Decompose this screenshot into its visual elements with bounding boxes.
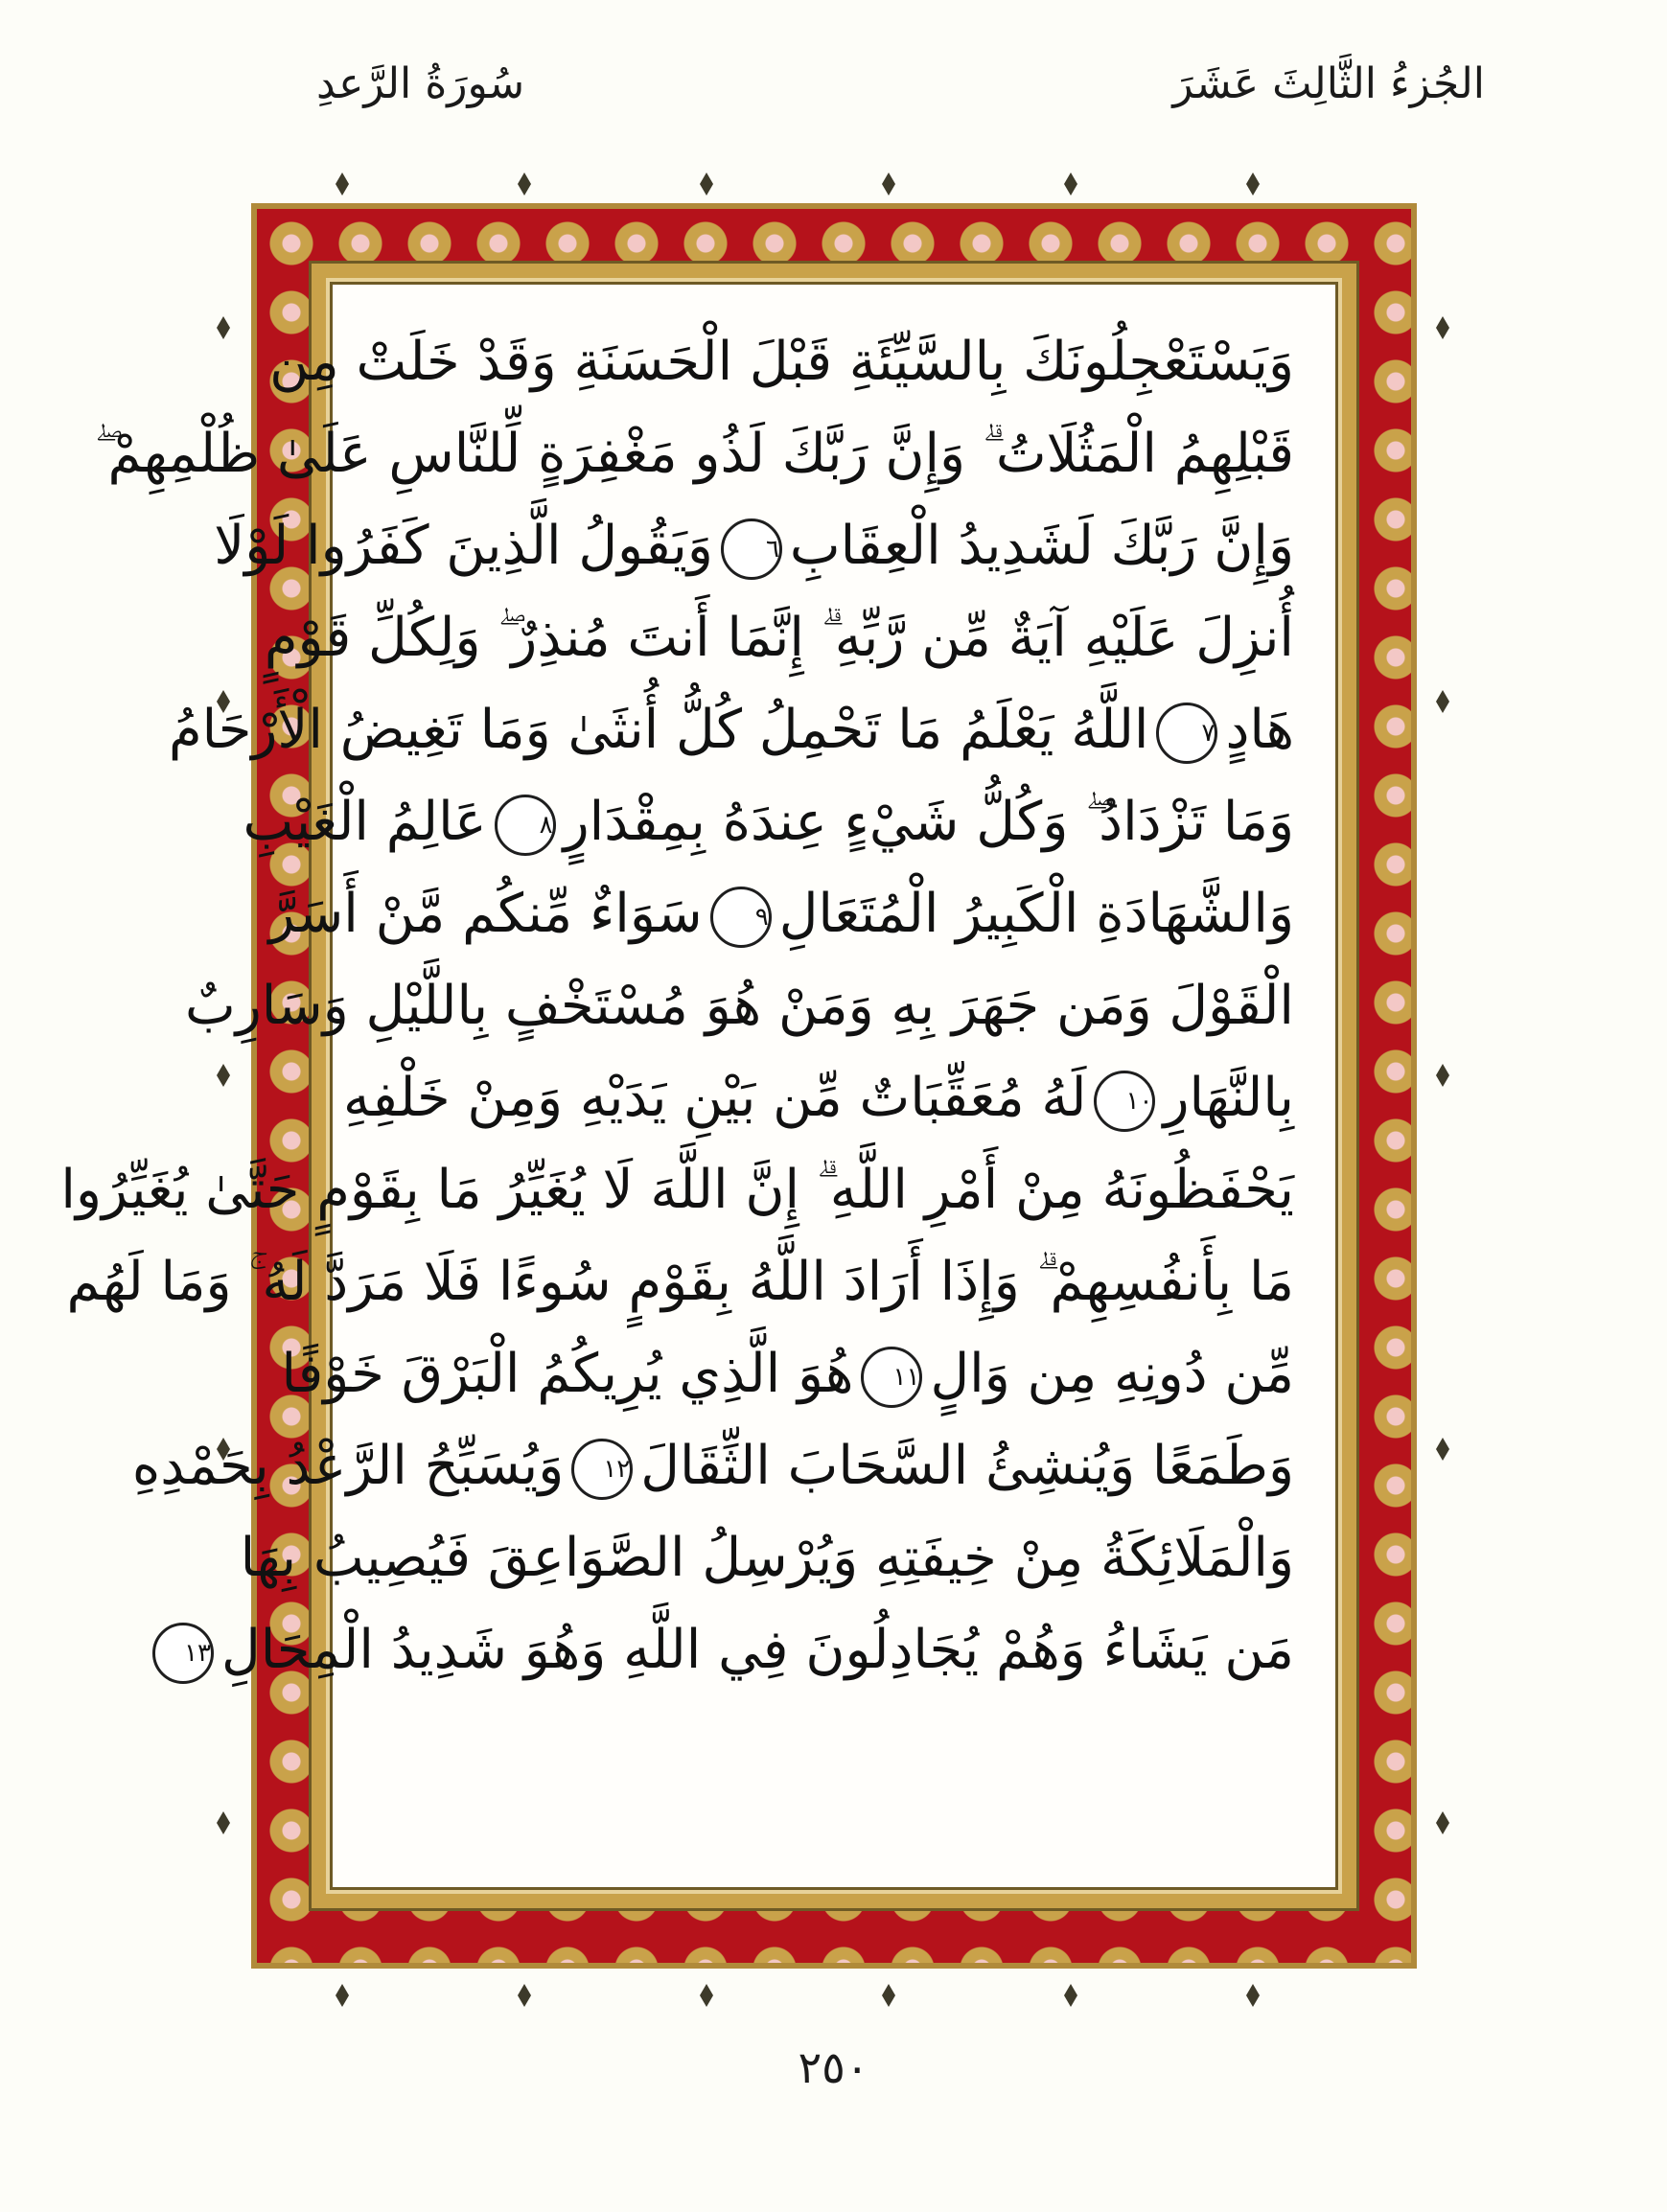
ornament-icon [1064, 173, 1077, 196]
quran-text [60, 316, 1294, 1696]
verse-text: هَادٍ [1225, 699, 1294, 761]
text-line [264, 592, 1294, 684]
ayah-number-marker: ٩ [710, 887, 772, 948]
ornament-icon [1436, 1811, 1449, 1834]
verse-text: هُوَ الَّذِي يُرِيكُمُ الْبَرْقَ خَوْفًا [281, 1343, 854, 1405]
ayah-number-marker: ١١ [861, 1347, 922, 1408]
juz-header: الجُزءُ الثَّالِثَ عَشَرَ [1172, 59, 1485, 108]
verse-text: لَهُ مُعَقِّبَاتٌ مِّن بَيْنِ يَدَيْهِ وَمِنْ خَلْفِهِ [343, 1067, 1087, 1129]
verse-text: أُنزِلَ عَلَيْهِ آيَةٌ مِّن رَّبِّهِ ۗ إِنَّمَا أَنتَ مُنذِرٌ ۖ وَلِكُلِّ قَوْمٍ [264, 607, 1294, 669]
ayah-number-marker: ١٠ [1094, 1071, 1155, 1132]
ayah-number-marker: ١٢ [571, 1439, 633, 1500]
ornament-icon [336, 173, 349, 196]
ayah-number-marker: ٦ [721, 518, 782, 580]
text-line [281, 1328, 1294, 1420]
text-line [94, 408, 1294, 500]
text-line [214, 500, 1294, 592]
text-line [240, 1512, 1294, 1604]
ayah-number-marker: ٧ [1156, 703, 1217, 764]
ornament-icon [1436, 316, 1449, 339]
text-line [66, 1236, 1294, 1328]
verse-text: مَن يَشَاءُ وَهُمْ يُجَادِلُونَ فِي اللَّهِ وَهُوَ شَدِيدُ الْمِحَالِ [221, 1619, 1294, 1681]
verse-text: وَطَمَعًا وَيُنشِئُ السَّحَابَ الثِّقَالَ [640, 1435, 1294, 1497]
verse-text: مَا بِأَنفُسِهِمْ ۗ وَإِذَا أَرَادَ اللَّهُ بِقَوْمٍ سُوءًا فَلَا مَرَدَّ لَهُ ۚ وَمَا لَهُم [66, 1251, 1294, 1313]
verse-text: وَيَسْتَعْجِلُونَكَ بِالسَّيِّئَةِ قَبْلَ الْحَسَنَةِ وَقَدْ خَلَتْ مِن [269, 331, 1294, 393]
text-line [131, 1420, 1294, 1512]
ornament-icon [1246, 173, 1260, 196]
verse-text: قَبْلِهِمُ الْمَثُلَاتُ ۗ وَإِنَّ رَبَّكَ لَذُو مَغْفِرَةٍ لِّلنَّاسِ عَلَىٰ ظُلْمِهِمْ ۖ [94, 423, 1294, 485]
verse-text: وَمَا تَزْدَادُ ۖ وَكُلُّ شَيْءٍ عِندَهُ بِمِقْدَارٍ [563, 791, 1294, 853]
verse-text: وَيُسَبِّحُ الرَّعْدُ بِحَمْدِهِ [131, 1435, 565, 1497]
verse-text: يَحْفَظُونَهُ مِنْ أَمْرِ اللَّهِ ۗ إِنَّ اللَّهَ لَا يُغَيِّرُ مَا بِقَوْمٍ حَتَّىٰ يُغَيِّرُوا [60, 1159, 1294, 1221]
ornament-icon [1436, 690, 1449, 713]
ornament-icon [1436, 1064, 1449, 1087]
ornament-icon [1246, 1984, 1260, 2007]
text-line [184, 960, 1294, 1052]
ornament-icon [336, 1984, 349, 2007]
ornament-icon [882, 173, 895, 196]
ornament-icon [700, 1984, 713, 2007]
verse-text: وَيَقُولُ الَّذِينَ كَفَرُوا لَوْلَا [214, 515, 713, 577]
text-line [60, 1144, 1294, 1236]
ayah-number-marker: ١٣ [152, 1623, 214, 1684]
ornament-icon [882, 1984, 895, 2007]
verse-text: عَالِمُ الْغَيْبِ [243, 791, 487, 853]
ornament-icon [700, 173, 713, 196]
ornament-icon [217, 1064, 230, 1087]
ornament-icon [217, 1811, 230, 1834]
verse-text: وَالشَّهَادَةِ الْكَبِيرُ الْمُتَعَالِ [778, 883, 1294, 945]
text-line [268, 868, 1294, 960]
text-line [243, 776, 1294, 868]
verse-text: بِالنَّهَارِ [1163, 1067, 1294, 1129]
surah-header: سُورَةُ الرَّعدِ [316, 59, 525, 108]
verse-text: وَالْمَلَائِكَةُ مِنْ خِيفَتِهِ وَيُرْسِلُ الصَّوَاعِقَ فَيُصِيبُ بِهَا [240, 1527, 1294, 1589]
ornament-icon [217, 316, 230, 339]
verse-text: وَإِنَّ رَبَّكَ لَشَدِيدُ الْعِقَابِ [789, 515, 1294, 577]
verse-text: اللَّهُ يَعْلَمُ مَا تَحْمِلُ كُلُّ أُنثَىٰ وَمَا تَغِيضُ الْأَرْحَامُ [169, 699, 1149, 761]
text-line [169, 684, 1294, 776]
page-number: ٢٥٠ [798, 2041, 869, 2093]
text-line [184, 1604, 1294, 1696]
ornament-icon [518, 1984, 531, 2007]
ornament-icon [518, 173, 531, 196]
verse-text: سَوَاءٌ مِّنكُم مَّنْ أَسَرَّ [268, 883, 703, 945]
ornament-icon [1064, 1984, 1077, 2007]
ornament-icon [1436, 1438, 1449, 1461]
verse-text: مِّن دُونِهِ مِن وَالٍ [930, 1343, 1294, 1405]
ayah-number-marker: ٨ [495, 795, 556, 856]
text-line [269, 316, 1294, 408]
verse-text: الْقَوْلَ وَمَن جَهَرَ بِهِ وَمَنْ هُوَ مُسْتَخْفٍ بِاللَّيْلِ وَسَارِبٌ [184, 975, 1294, 1037]
text-line [343, 1052, 1294, 1144]
